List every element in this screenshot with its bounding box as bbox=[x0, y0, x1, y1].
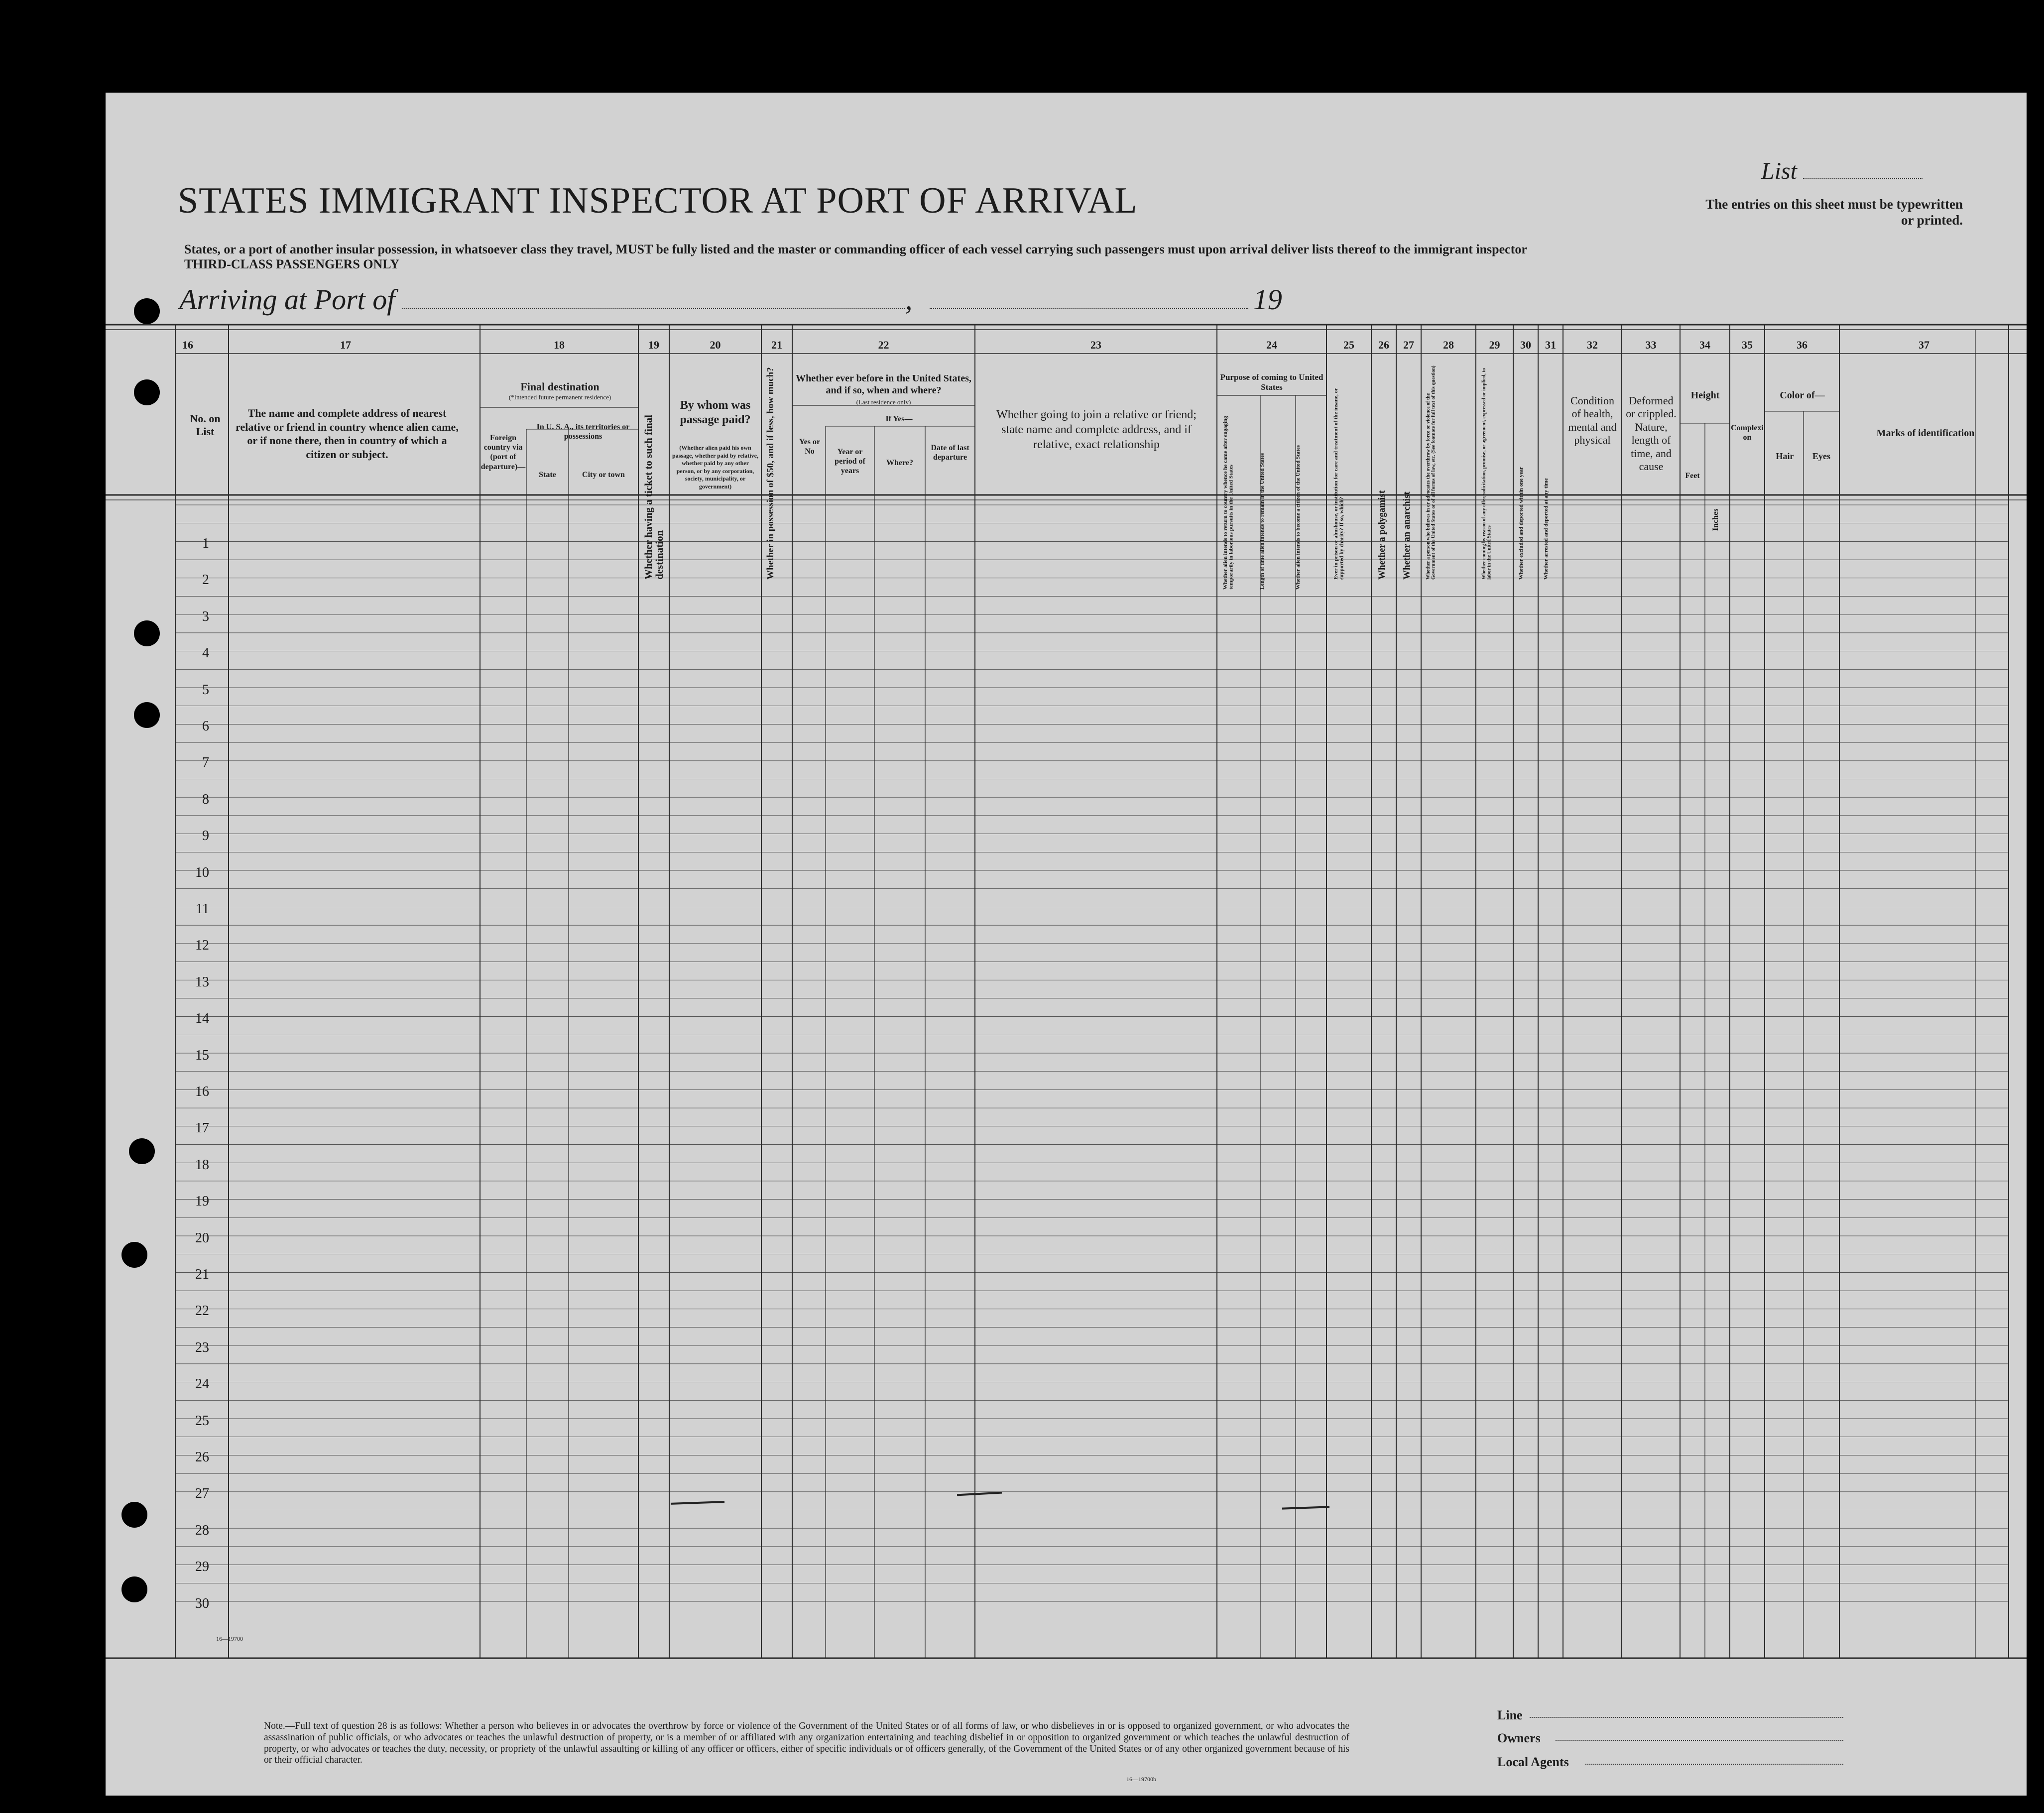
page-title: STATES IMMIGRANT INSPECTOR AT PORT OF ARRIVAL bbox=[178, 180, 1138, 221]
owners-label: Owners bbox=[1497, 1731, 1541, 1745]
col-22-where: Where? bbox=[886, 459, 913, 467]
col-22-yes-no: Yes or No bbox=[799, 438, 821, 456]
row-number: 17 bbox=[195, 1120, 209, 1136]
col-22-if-yes: If Yes— bbox=[885, 415, 913, 423]
col-36-eyes: Eyes bbox=[1812, 451, 1830, 461]
form-code-bottom: 16—19700b bbox=[1126, 1776, 1156, 1783]
col-27-number: 27 bbox=[1403, 339, 1414, 351]
col-25-header: Ever in prison or almshouse, or institution for care and treatment of the insane, or supported by charity? If so, which? bbox=[1333, 388, 1345, 580]
comma: , bbox=[905, 283, 913, 316]
arriving-label: Arriving at Port of bbox=[179, 283, 395, 316]
col-36-number: 36 bbox=[1797, 339, 1807, 351]
col-21-number: 21 bbox=[771, 339, 782, 351]
col-24c-header: Whether alien intends to become a citizen of the United States bbox=[1295, 445, 1301, 590]
col-34-number: 34 bbox=[1699, 339, 1710, 351]
col-34-header: Height bbox=[1690, 390, 1720, 401]
row-number: 15 bbox=[195, 1047, 209, 1063]
col-32-number: 32 bbox=[1587, 339, 1598, 351]
col-18-header: Final destination bbox=[520, 380, 600, 393]
col-18-foreign: Foreign country via (port of departure)— bbox=[481, 434, 526, 471]
col-16-number: 16 bbox=[182, 339, 193, 351]
year-prefix: 19 bbox=[1253, 283, 1282, 316]
row-number: 10 bbox=[195, 864, 209, 880]
col-31-number: 31 bbox=[1545, 339, 1556, 351]
col-35-number: 35 bbox=[1742, 339, 1753, 351]
col-27-header: Whether an anarchist bbox=[1402, 491, 1412, 580]
col-34-feet: Feet bbox=[1685, 472, 1700, 480]
col-29-header: Whether coming by reason of any offer, solicitation, promise, or agreement, expressed or implied, to labor in the United States bbox=[1481, 368, 1492, 580]
class-line: THIRD-CLASS PASSENGERS ONLY bbox=[184, 257, 400, 271]
row-number: 3 bbox=[202, 608, 209, 624]
col-26-header: Whether a polygamist bbox=[1377, 490, 1387, 580]
col-22-years: Year or period of years bbox=[835, 448, 865, 476]
col-24-number: 24 bbox=[1266, 339, 1277, 351]
list-label: List bbox=[1761, 158, 1798, 184]
row-number: 23 bbox=[195, 1339, 209, 1355]
col-23-number: 23 bbox=[1090, 339, 1101, 351]
row-number: 7 bbox=[202, 755, 209, 771]
footnote-text: Note.—Full text of question 28 is as follows: Whether a person who believes in or advocates the overthrow by force or violence of the Government of the United States or of all forms of law, or who disbelieves in or is opposed to organized government, or who advocates the assassination of public officials, or who advocates or teaches the unlawful destruction of property, or is a member of or affiliated with any organization entertaining and teaching disbelief in or opposition to organized government or which teaches the unlawful destruction of property, or who advocates or teaches the duty, necessity, or propriety of the unlawful assaulting or killing of any officer or officers, either of specific individuals or of officers generally, of the Government of the United States or of any other organized government because of his or their official character. bbox=[264, 1721, 1349, 1766]
row-number: 2 bbox=[202, 572, 209, 588]
col-20-number: 20 bbox=[710, 339, 721, 351]
col-31-header: Whether arrested and deported at any time bbox=[1543, 478, 1549, 580]
subtitle: States, or a port of another insular possession, in whatsoever class they travel, MUST be fully listed and the master or commanding officer of each vessel carrying such passengers must upon arrival deliver lists thereof to the immigrant inspector bbox=[184, 242, 1527, 256]
col-30-header: Whether excluded and deported within one year bbox=[1518, 467, 1524, 580]
col-24a-header: Whether alien intends to return to country whence he came after engaging temporarily in laborious pursuits in the United States bbox=[1222, 416, 1234, 590]
row-number: 16 bbox=[195, 1084, 209, 1099]
row-number: 29 bbox=[195, 1559, 209, 1575]
col-25-number: 25 bbox=[1343, 339, 1354, 351]
col-22-date: Date of last departure bbox=[931, 444, 969, 462]
col-18-usa: In U. S. A., its territories or possessions bbox=[536, 423, 630, 441]
col-18-city: City or town bbox=[582, 471, 625, 479]
row-number: 21 bbox=[195, 1267, 209, 1282]
row-number: 13 bbox=[195, 974, 209, 990]
col-37-header: Marks of identification bbox=[1876, 428, 1975, 439]
col-28-number: 28 bbox=[1443, 339, 1454, 351]
col-18-state: State bbox=[539, 471, 556, 479]
col-18-subheader: (*Intended future permanent residence) bbox=[508, 393, 611, 401]
line-label: Line bbox=[1497, 1708, 1523, 1722]
col-23-header: Whether going to join a relative or friend; state name and complete address, and if relative, exact relationship bbox=[996, 408, 1197, 451]
col-28-header: Whether a person who believes in or advocates the overthrow by force or violence of the Government of the United States or of all forms of law, etc. (See footnote for full text of this question) bbox=[1426, 365, 1437, 580]
owners-blank[interactable] bbox=[1556, 1740, 1843, 1741]
col-33-number: 33 bbox=[1645, 339, 1657, 351]
form-code: 16—19700 bbox=[216, 1635, 243, 1642]
col-22-number: 22 bbox=[878, 339, 889, 351]
col-19-number: 19 bbox=[648, 339, 659, 351]
col-36-hair: Hair bbox=[1776, 451, 1794, 461]
line-blank[interactable] bbox=[1530, 1717, 1843, 1718]
col-32-header: Condition of health, mental and physical bbox=[1568, 394, 1617, 447]
local-agents-blank[interactable] bbox=[1585, 1764, 1843, 1765]
col-30-number: 30 bbox=[1520, 339, 1531, 351]
row-number: 24 bbox=[195, 1376, 209, 1392]
row-number: 4 bbox=[202, 645, 209, 661]
row-number: 5 bbox=[202, 682, 209, 698]
col-35-header: Complexion bbox=[1731, 424, 1764, 442]
row-number: 12 bbox=[195, 938, 209, 954]
row-number: 9 bbox=[202, 828, 209, 844]
row-number: 27 bbox=[195, 1486, 209, 1502]
col-36-header: Color of— bbox=[1780, 390, 1825, 401]
col-22-header: Whether ever before in the United States, and if so, when and where? bbox=[796, 373, 971, 396]
col-20-subheader: (Whether alien paid his own passage, whether paid by relative, whether paid by any other person, or by any corporation, society, municipality, or government) bbox=[672, 444, 758, 490]
row-number: 14 bbox=[195, 1011, 209, 1027]
col-24-header: Purpose of coming to United States bbox=[1220, 372, 1323, 392]
col-22-subheader: (Last residence only) bbox=[856, 398, 911, 406]
col-19-header: Whether having a ticket to such final destination bbox=[642, 415, 666, 580]
col-34-inches: Inches bbox=[1711, 508, 1720, 531]
col-18-number: 18 bbox=[554, 339, 565, 351]
col-24b-header: Length of time alien intends to remain in the United States bbox=[1259, 453, 1265, 590]
col-26-number: 26 bbox=[1378, 339, 1389, 351]
row-number: 22 bbox=[195, 1303, 209, 1319]
col-17-header: The name and complete address of nearest relative or friend in country whence alien came, or if none there, then in country of which a citizen or subject. bbox=[236, 407, 459, 461]
row-number: 19 bbox=[195, 1194, 209, 1209]
row-number: 6 bbox=[202, 719, 209, 734]
row-number: 25 bbox=[195, 1413, 209, 1429]
col-21-header: Whether in possession of $50, and if less, how much? bbox=[765, 367, 776, 580]
row-number: 28 bbox=[195, 1522, 209, 1538]
col-37-number: 37 bbox=[1919, 339, 1929, 351]
col-16-header: No. on List bbox=[190, 412, 221, 438]
row-number: 1 bbox=[202, 536, 209, 551]
row-number: 8 bbox=[202, 791, 209, 807]
row-number: 11 bbox=[196, 901, 209, 917]
row-number: 20 bbox=[195, 1230, 209, 1246]
row-number: 26 bbox=[195, 1450, 209, 1465]
row-number: 18 bbox=[195, 1157, 209, 1173]
col-20-header: By whom was passage paid? bbox=[680, 399, 751, 426]
row-number: 30 bbox=[195, 1595, 209, 1611]
manifest-sheet bbox=[106, 93, 2027, 1796]
col-29-number: 29 bbox=[1489, 339, 1500, 351]
local-agents-label: Local Agents bbox=[1497, 1755, 1569, 1769]
entries-note: The entries on this sheet must be typewritten or printed. bbox=[1705, 197, 1963, 228]
col-17-number: 17 bbox=[340, 339, 351, 351]
col-33-header: Deformed or crippled. Nature, length of time, and cause bbox=[1626, 394, 1677, 473]
